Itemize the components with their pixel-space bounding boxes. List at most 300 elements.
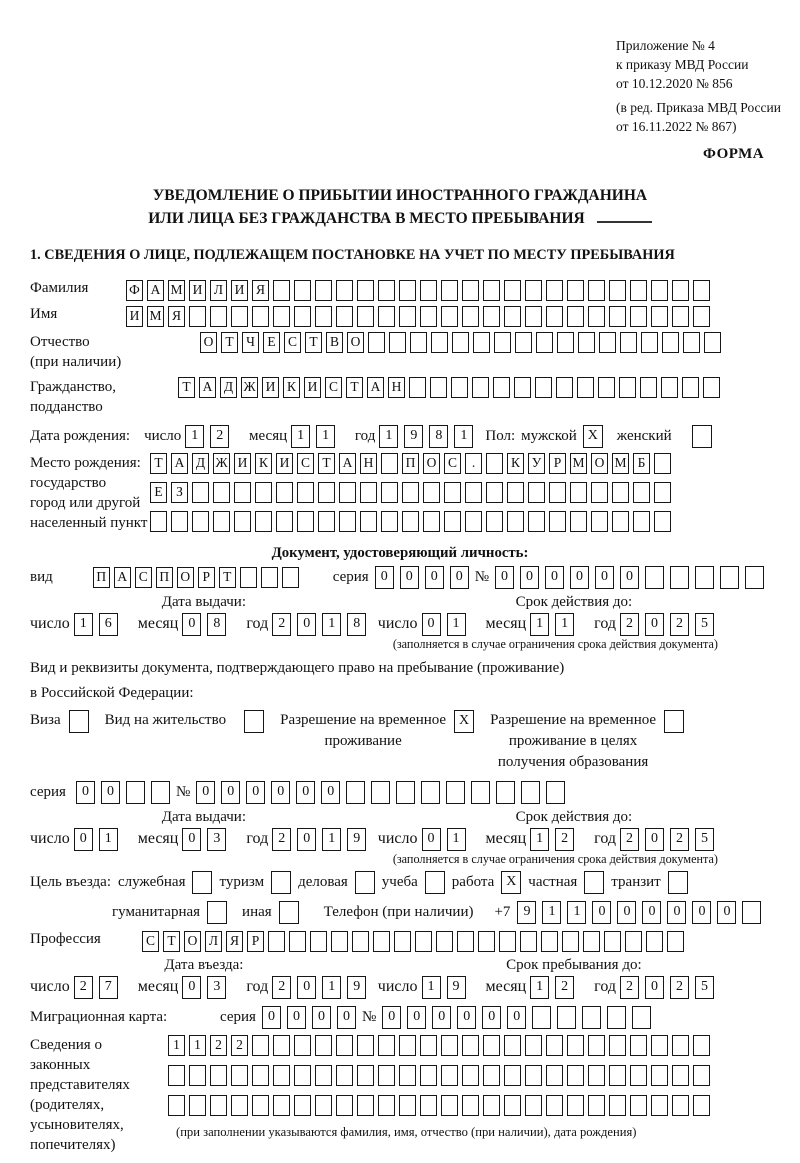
char-box[interactable]: 0 [620,566,639,589]
char-box[interactable]: 0 [400,566,419,589]
purpose-transit-checkbox[interactable] [668,871,688,894]
char-box[interactable]: Ч [242,332,259,353]
char-box[interactable]: 2 [555,976,574,999]
char-box[interactable] [620,332,637,353]
char-box[interactable] [402,482,419,503]
char-box[interactable] [357,306,374,327]
char-box[interactable]: 1 [542,901,561,924]
char-box[interactable] [582,1006,601,1029]
char-box[interactable] [441,1035,458,1056]
char-box[interactable]: 0 [182,976,201,999]
char-box[interactable]: 0 [520,566,539,589]
char-box[interactable] [549,482,566,503]
char-box[interactable]: 9 [517,901,536,924]
char-box[interactable]: 2 [670,828,689,851]
char-box[interactable]: Н [360,453,377,474]
char-box[interactable] [273,280,290,301]
char-box[interactable] [591,482,608,503]
char-box[interactable] [504,1035,521,1056]
char-box[interactable]: 0 [76,781,95,804]
char-box[interactable] [546,1065,563,1086]
char-box[interactable] [294,306,311,327]
char-box[interactable]: И [304,377,321,398]
char-box[interactable] [420,1065,437,1086]
char-box[interactable]: Ж [213,453,230,474]
char-box[interactable]: Я [252,280,269,301]
char-box[interactable] [557,332,574,353]
char-box[interactable] [604,931,621,952]
char-box[interactable] [562,931,579,952]
char-box[interactable] [525,1065,542,1086]
char-box[interactable] [399,1095,416,1116]
char-box[interactable] [415,931,432,952]
char-box[interactable] [588,1035,605,1056]
char-box[interactable]: Т [150,453,167,474]
char-box[interactable] [742,901,761,924]
char-box[interactable]: А [339,453,356,474]
char-box[interactable] [357,1095,374,1116]
char-box[interactable]: 2 [620,828,639,851]
char-box[interactable]: 1 [447,613,466,636]
char-box[interactable]: У [528,453,545,474]
char-box[interactable] [276,511,293,532]
char-box[interactable]: 2 [670,613,689,636]
char-box[interactable]: 0 [182,613,201,636]
char-box[interactable]: Р [247,931,264,952]
char-box[interactable] [240,567,257,588]
char-box[interactable]: Т [219,567,236,588]
char-box[interactable] [465,511,482,532]
char-box[interactable] [336,1035,353,1056]
char-box[interactable]: 2 [272,828,291,851]
char-box[interactable] [399,306,416,327]
char-box[interactable]: 0 [432,1006,451,1029]
purpose-private-checkbox[interactable] [584,871,604,894]
char-box[interactable]: 0 [101,781,120,804]
char-box[interactable]: Е [150,482,167,503]
char-box[interactable] [570,482,587,503]
char-box[interactable]: О [200,332,217,353]
char-box[interactable] [609,1035,626,1056]
char-box[interactable] [683,332,700,353]
char-box[interactable] [612,511,629,532]
char-box[interactable]: 9 [347,828,366,851]
char-box[interactable]: К [255,453,272,474]
char-box[interactable]: 9 [347,976,366,999]
char-box[interactable] [357,1035,374,1056]
char-box[interactable] [462,1065,479,1086]
char-box[interactable] [389,332,406,353]
char-box[interactable]: 8 [207,613,226,636]
char-box[interactable]: 0 [196,781,215,804]
char-box[interactable] [661,377,678,398]
char-box[interactable] [315,1065,332,1086]
char-box[interactable]: 1 [422,976,441,999]
char-box[interactable]: 1 [530,976,549,999]
char-box[interactable]: 1 [185,425,204,448]
char-box[interactable]: Б [633,453,650,474]
char-box[interactable] [695,566,714,589]
char-box[interactable] [273,1095,290,1116]
char-box[interactable]: Ж [241,377,258,398]
char-box[interactable]: 0 [287,1006,306,1029]
char-box[interactable] [567,280,584,301]
char-box[interactable]: 1 [530,613,549,636]
char-box[interactable] [609,1065,626,1086]
char-box[interactable] [465,482,482,503]
char-box[interactable]: А [199,377,216,398]
char-box[interactable] [399,1035,416,1056]
char-box[interactable]: Т [305,332,322,353]
char-box[interactable]: 0 [482,1006,501,1029]
char-box[interactable] [472,377,489,398]
char-box[interactable]: 0 [407,1006,426,1029]
char-box[interactable] [528,482,545,503]
char-box[interactable]: М [168,280,185,301]
char-box[interactable] [441,1095,458,1116]
char-box[interactable]: З [171,482,188,503]
char-box[interactable]: 2 [620,976,639,999]
char-box[interactable] [546,306,563,327]
char-box[interactable]: 8 [347,613,366,636]
char-box[interactable] [704,332,721,353]
char-box[interactable] [381,511,398,532]
char-box[interactable] [670,566,689,589]
temp-residence-edu-checkbox[interactable] [664,710,684,733]
char-box[interactable] [297,482,314,503]
char-box[interactable] [231,306,248,327]
char-box[interactable] [483,1095,500,1116]
char-box[interactable] [210,306,227,327]
char-box[interactable]: 0 [312,1006,331,1029]
char-box[interactable] [339,482,356,503]
char-box[interactable] [633,511,650,532]
char-box[interactable] [294,1065,311,1086]
char-box[interactable] [654,511,671,532]
char-box[interactable] [693,1035,710,1056]
char-box[interactable] [507,511,524,532]
char-box[interactable]: 1 [379,425,398,448]
char-box[interactable] [151,781,170,804]
char-box[interactable] [598,377,615,398]
char-box[interactable] [462,1035,479,1056]
char-box[interactable] [609,1095,626,1116]
char-box[interactable] [352,931,369,952]
char-box[interactable]: И [234,453,251,474]
char-box[interactable]: Д [220,377,237,398]
char-box[interactable] [599,332,616,353]
char-box[interactable]: П [402,453,419,474]
char-box[interactable] [588,306,605,327]
char-box[interactable] [168,1095,185,1116]
char-box[interactable] [189,1095,206,1116]
char-box[interactable]: 5 [695,976,714,999]
char-box[interactable] [294,1035,311,1056]
char-box[interactable] [651,1035,668,1056]
char-box[interactable] [654,453,671,474]
char-box[interactable]: 6 [99,613,118,636]
char-box[interactable] [640,377,657,398]
char-box[interactable]: М [147,306,164,327]
char-box[interactable] [373,931,390,952]
char-box[interactable] [645,566,664,589]
char-box[interactable] [381,453,398,474]
char-box[interactable]: 0 [422,828,441,851]
char-box[interactable] [525,280,542,301]
char-box[interactable] [486,482,503,503]
char-box[interactable]: 0 [592,901,611,924]
char-box[interactable] [462,1095,479,1116]
char-box[interactable] [557,1006,576,1029]
char-box[interactable] [231,1095,248,1116]
char-box[interactable]: 0 [321,781,340,804]
char-box[interactable] [268,931,285,952]
char-box[interactable]: С [284,332,301,353]
char-box[interactable] [583,931,600,952]
char-box[interactable] [171,511,188,532]
char-box[interactable]: 2 [272,976,291,999]
char-box[interactable] [234,482,251,503]
char-box[interactable] [546,1095,563,1116]
char-box[interactable] [496,781,515,804]
char-box[interactable] [494,332,511,353]
char-box[interactable] [483,1065,500,1086]
char-box[interactable] [297,511,314,532]
char-box[interactable] [421,781,440,804]
char-box[interactable] [346,781,365,804]
char-box[interactable] [315,1035,332,1056]
char-box[interactable] [402,511,419,532]
char-box[interactable] [609,306,626,327]
char-box[interactable] [630,306,647,327]
char-box[interactable]: 1 [322,976,341,999]
char-box[interactable] [378,1065,395,1086]
temp-residence-checkbox[interactable]: X [454,710,474,733]
char-box[interactable]: 0 [337,1006,356,1029]
char-box[interactable] [273,1035,290,1056]
char-box[interactable] [546,781,565,804]
char-box[interactable]: 1 [74,613,93,636]
char-box[interactable]: 0 [545,566,564,589]
char-box[interactable] [651,1095,668,1116]
char-box[interactable]: 2 [74,976,93,999]
char-box[interactable] [420,1035,437,1056]
char-box[interactable] [493,377,510,398]
char-box[interactable] [672,1095,689,1116]
char-box[interactable]: 1 [555,613,574,636]
char-box[interactable] [360,511,377,532]
char-box[interactable] [541,931,558,952]
char-box[interactable]: 3 [207,828,226,851]
char-box[interactable]: П [93,567,110,588]
char-box[interactable]: П [156,567,173,588]
char-box[interactable] [693,306,710,327]
char-box[interactable] [567,1095,584,1116]
char-box[interactable] [483,306,500,327]
char-box[interactable] [549,511,566,532]
purpose-tourism-checkbox[interactable] [271,871,291,894]
char-box[interactable]: 0 [221,781,240,804]
char-box[interactable]: 2 [272,613,291,636]
char-box[interactable]: Л [205,931,222,952]
char-box[interactable] [396,781,415,804]
char-box[interactable] [612,482,629,503]
char-box[interactable] [672,280,689,301]
char-box[interactable]: 2 [555,828,574,851]
char-box[interactable]: 0 [262,1006,281,1029]
char-box[interactable]: 0 [382,1006,401,1029]
char-box[interactable] [693,1095,710,1116]
char-box[interactable]: . [465,453,482,474]
char-box[interactable] [252,1095,269,1116]
char-box[interactable] [273,306,290,327]
char-box[interactable] [672,306,689,327]
purpose-study-checkbox[interactable] [425,871,445,894]
char-box[interactable]: 5 [695,613,714,636]
char-box[interactable] [192,511,209,532]
char-box[interactable] [399,1065,416,1086]
char-box[interactable]: Т [346,377,363,398]
char-box[interactable]: 0 [667,901,686,924]
char-box[interactable] [486,453,503,474]
char-box[interactable] [252,1065,269,1086]
char-box[interactable]: 1 [530,828,549,851]
char-box[interactable]: А [171,453,188,474]
char-box[interactable] [371,781,390,804]
char-box[interactable] [654,482,671,503]
char-box[interactable] [578,332,595,353]
char-box[interactable] [504,280,521,301]
char-box[interactable] [276,482,293,503]
purpose-other-checkbox[interactable] [279,901,299,924]
char-box[interactable]: 0 [457,1006,476,1029]
char-box[interactable] [525,306,542,327]
char-box[interactable] [399,280,416,301]
char-box[interactable]: 1 [322,828,341,851]
char-box[interactable] [609,280,626,301]
char-box[interactable] [451,377,468,398]
char-box[interactable] [567,1035,584,1056]
char-box[interactable]: 2 [620,613,639,636]
char-box[interactable] [150,511,167,532]
char-box[interactable] [315,306,332,327]
char-box[interactable] [556,377,573,398]
char-box[interactable] [528,511,545,532]
char-box[interactable] [318,482,335,503]
char-box[interactable]: Т [221,332,238,353]
char-box[interactable] [255,511,272,532]
residence-permit-checkbox[interactable] [244,710,264,733]
char-box[interactable]: С [135,567,152,588]
char-box[interactable]: 0 [642,901,661,924]
char-box[interactable] [210,1065,227,1086]
char-box[interactable]: 0 [297,828,316,851]
char-box[interactable]: И [262,377,279,398]
char-box[interactable]: 0 [271,781,290,804]
char-box[interactable] [525,1095,542,1116]
char-box[interactable] [536,332,553,353]
char-box[interactable] [462,306,479,327]
char-box[interactable] [289,931,306,952]
char-box[interactable] [315,1095,332,1116]
char-box[interactable] [630,1035,647,1056]
char-box[interactable]: 0 [296,781,315,804]
char-box[interactable] [514,377,531,398]
char-box[interactable]: А [367,377,384,398]
char-box[interactable] [192,482,209,503]
char-box[interactable]: 0 [645,828,664,851]
char-box[interactable] [126,781,145,804]
purpose-business-checkbox[interactable] [355,871,375,894]
char-box[interactable]: Е [263,332,280,353]
char-box[interactable]: О [591,453,608,474]
char-box[interactable]: 9 [404,425,423,448]
char-box[interactable]: О [184,931,201,952]
char-box[interactable] [420,306,437,327]
char-box[interactable] [504,1065,521,1086]
char-box[interactable] [588,1065,605,1086]
char-box[interactable]: 1 [99,828,118,851]
char-box[interactable] [483,1035,500,1056]
char-box[interactable]: С [325,377,342,398]
char-box[interactable] [381,482,398,503]
char-box[interactable] [630,1065,647,1086]
char-box[interactable] [336,306,353,327]
char-box[interactable] [423,511,440,532]
char-box[interactable]: И [276,453,293,474]
char-box[interactable]: С [142,931,159,952]
char-box[interactable] [168,1065,185,1086]
char-box[interactable] [210,1095,227,1116]
char-box[interactable]: 1 [168,1035,185,1056]
char-box[interactable]: М [570,453,587,474]
char-box[interactable]: 1 [322,613,341,636]
char-box[interactable] [273,1065,290,1086]
char-box[interactable]: 0 [425,566,444,589]
char-box[interactable] [693,280,710,301]
char-box[interactable] [745,566,764,589]
char-box[interactable]: 0 [717,901,736,924]
char-box[interactable]: Р [549,453,566,474]
char-box[interactable]: Я [168,306,185,327]
char-box[interactable] [231,1065,248,1086]
char-box[interactable]: 3 [207,976,226,999]
char-box[interactable] [339,511,356,532]
female-checkbox[interactable] [692,425,712,448]
char-box[interactable] [444,511,461,532]
char-box[interactable] [641,332,658,353]
char-box[interactable] [252,1035,269,1056]
char-box[interactable] [282,567,299,588]
char-box[interactable]: Т [178,377,195,398]
char-box[interactable] [446,781,465,804]
char-box[interactable]: С [444,453,461,474]
char-box[interactable] [444,482,461,503]
char-box[interactable] [430,377,447,398]
char-box[interactable]: 0 [645,976,664,999]
char-box[interactable] [525,1035,542,1056]
char-box[interactable]: 0 [297,613,316,636]
char-box[interactable] [521,781,540,804]
char-box[interactable]: Р [198,567,215,588]
char-box[interactable]: 1 [447,828,466,851]
char-box[interactable] [357,1065,374,1086]
char-box[interactable] [672,1065,689,1086]
char-box[interactable] [409,377,426,398]
char-box[interactable] [607,1006,626,1029]
char-box[interactable] [667,931,684,952]
char-box[interactable] [255,482,272,503]
